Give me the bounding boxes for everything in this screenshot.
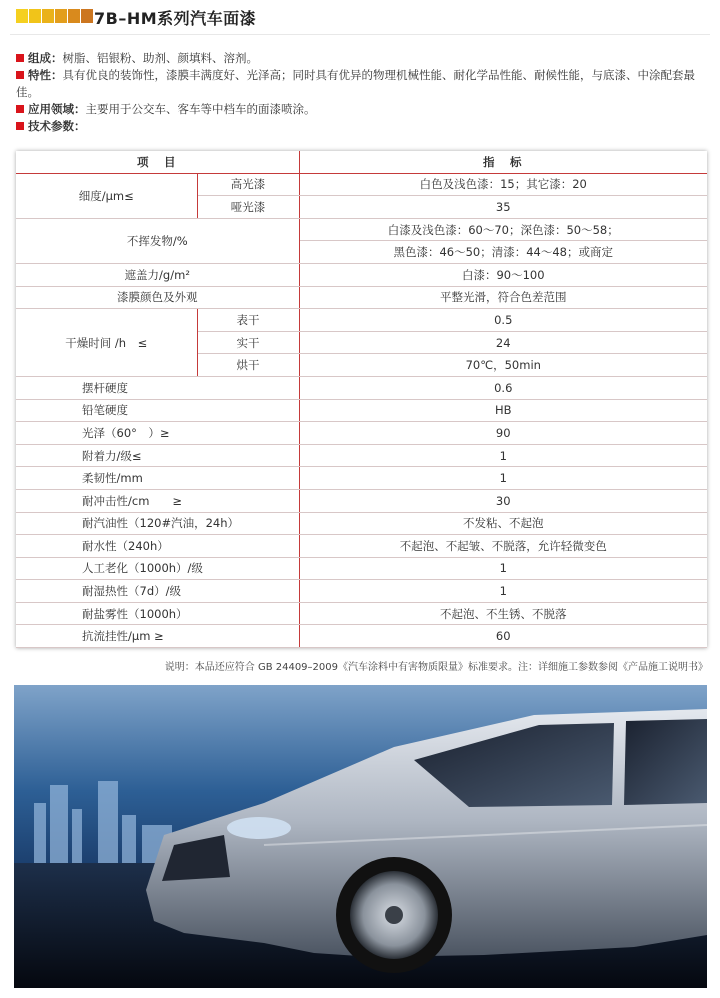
row-label: 干燥时间 /h ≤ bbox=[16, 309, 197, 377]
row-label: 耐水性（240h） bbox=[16, 535, 299, 558]
features-label: 特性： bbox=[28, 68, 63, 82]
row-value: 0.5 bbox=[299, 309, 707, 332]
table-row bbox=[16, 218, 707, 241]
table-row bbox=[16, 263, 707, 286]
params-line bbox=[16, 118, 708, 135]
row-value: 70℃，50min bbox=[299, 354, 707, 377]
row-label: 铅笔硬度 bbox=[16, 399, 299, 422]
header-item: 项 目 bbox=[16, 151, 299, 173]
bullet-square-icon bbox=[16, 122, 24, 130]
car-photo bbox=[14, 685, 707, 988]
row-value: 0.6 bbox=[299, 376, 707, 399]
color-bar bbox=[68, 9, 80, 23]
features-line bbox=[16, 67, 708, 101]
row-value: 1 bbox=[299, 444, 707, 467]
spec-table bbox=[16, 151, 707, 648]
row-label: 遮盖力/g/m² bbox=[16, 263, 299, 286]
table-row bbox=[16, 512, 707, 535]
features-text: 具有优良的装饰性，漆膜丰满度好、光泽高；同时具有优异的物理机械性能、耐化学品性能、耐候性能，与底漆、中涂配套最佳。 bbox=[16, 68, 695, 99]
row-value: 白漆：90～100 bbox=[299, 263, 707, 286]
row-value: 平整光滑，符合色差范围 bbox=[299, 286, 707, 309]
row-label: 细度/μm≤ bbox=[16, 173, 197, 218]
row-label: 柔韧性/mm bbox=[16, 467, 299, 490]
header-spec: 指 标 bbox=[299, 151, 707, 173]
table-row bbox=[16, 580, 707, 603]
row-value: 90 bbox=[299, 422, 707, 445]
row-value: 不起泡、不起皱、不脱落，允许轻微变色 bbox=[299, 535, 707, 558]
composition-text: 树脂、铝银粉、助剂、颜填料、溶剂。 bbox=[62, 51, 258, 65]
bullet-square-icon bbox=[16, 54, 24, 62]
table-row bbox=[16, 535, 707, 558]
row-label: 光泽（60° ）≥ bbox=[16, 422, 299, 445]
row-value: 黑色漆：46～50；清漆：44～48；或商定 bbox=[299, 241, 707, 264]
row-label: 摆杆硬度 bbox=[16, 376, 299, 399]
color-bar bbox=[42, 9, 54, 23]
row-value: 不起泡、不生锈、不脱落 bbox=[299, 602, 707, 625]
bullet-square-icon bbox=[16, 105, 24, 113]
params-label: 技术参数： bbox=[28, 119, 86, 133]
table-row bbox=[16, 376, 707, 399]
row-sublabel: 实干 bbox=[197, 331, 299, 354]
row-value: 30 bbox=[299, 489, 707, 512]
row-value: 1 bbox=[299, 557, 707, 580]
row-sublabel: 哑光漆 bbox=[197, 196, 299, 219]
row-label: 附着力/级≤ bbox=[16, 444, 299, 467]
row-value: 1 bbox=[299, 467, 707, 490]
table-row bbox=[16, 557, 707, 580]
composition-label: 组成： bbox=[28, 51, 63, 65]
page-header bbox=[0, 0, 720, 36]
car-illustration bbox=[14, 685, 707, 988]
table-row bbox=[16, 422, 707, 445]
table-row bbox=[16, 489, 707, 512]
row-value: 白色及浅色漆：15；其它漆：20 bbox=[299, 173, 707, 196]
composition-line bbox=[16, 50, 708, 67]
row-label: 漆膜颜色及外观 bbox=[16, 286, 299, 309]
table-row bbox=[16, 467, 707, 490]
row-sublabel: 烘干 bbox=[197, 354, 299, 377]
color-bar bbox=[55, 9, 67, 23]
table-row bbox=[16, 444, 707, 467]
spec-table-panel bbox=[16, 151, 707, 648]
header-divider bbox=[10, 34, 710, 35]
row-label: 不挥发物/% bbox=[16, 218, 299, 263]
row-value: 24 bbox=[299, 331, 707, 354]
row-value: HB bbox=[299, 399, 707, 422]
table-header-row bbox=[16, 151, 707, 173]
application-text: 主要用于公交车、客车等中档车的面漆喷涂。 bbox=[85, 102, 316, 116]
row-label: 耐汽油性（120#汽油，24h） bbox=[16, 512, 299, 535]
table-row bbox=[16, 286, 707, 309]
row-label: 人工老化（1000h）/级 bbox=[16, 557, 299, 580]
row-label: 抗流挂性/μm ≥ bbox=[16, 625, 299, 648]
page-title: 7B–HM系列汽车面漆 bbox=[94, 9, 257, 28]
row-value: 35 bbox=[299, 196, 707, 219]
color-bar bbox=[81, 9, 93, 23]
row-sublabel: 高光漆 bbox=[197, 173, 299, 196]
standard-note: 说明：本品还应符合 GB 24409–2009《汽车涂料中有害物质限量》标准要求。注：详细施工参数参阅《产品施工说明书》 bbox=[164, 662, 708, 673]
product-intro bbox=[16, 50, 708, 135]
color-bar bbox=[16, 9, 28, 23]
row-label: 耐湿热性（7d）/级 bbox=[16, 580, 299, 603]
application-label: 应用领域： bbox=[28, 102, 86, 116]
bullet-square-icon bbox=[16, 71, 24, 79]
color-bar bbox=[29, 9, 41, 23]
row-sublabel: 表干 bbox=[197, 309, 299, 332]
table-row bbox=[16, 399, 707, 422]
row-label: 耐盐雾性（1000h） bbox=[16, 602, 299, 625]
table-row bbox=[16, 602, 707, 625]
application-line bbox=[16, 101, 708, 118]
row-value: 不发粘、不起泡 bbox=[299, 512, 707, 535]
table-row bbox=[16, 309, 707, 332]
table-row bbox=[16, 173, 707, 196]
row-value: 1 bbox=[299, 580, 707, 603]
table-row bbox=[16, 625, 707, 648]
row-value: 白漆及浅色漆：60～70；深色漆：50～58； bbox=[299, 218, 707, 241]
row-label: 耐冲击性/cm ≥ bbox=[16, 489, 299, 512]
color-bars-decoration bbox=[16, 9, 94, 23]
row-value: 60 bbox=[299, 625, 707, 648]
skyline bbox=[34, 781, 172, 863]
